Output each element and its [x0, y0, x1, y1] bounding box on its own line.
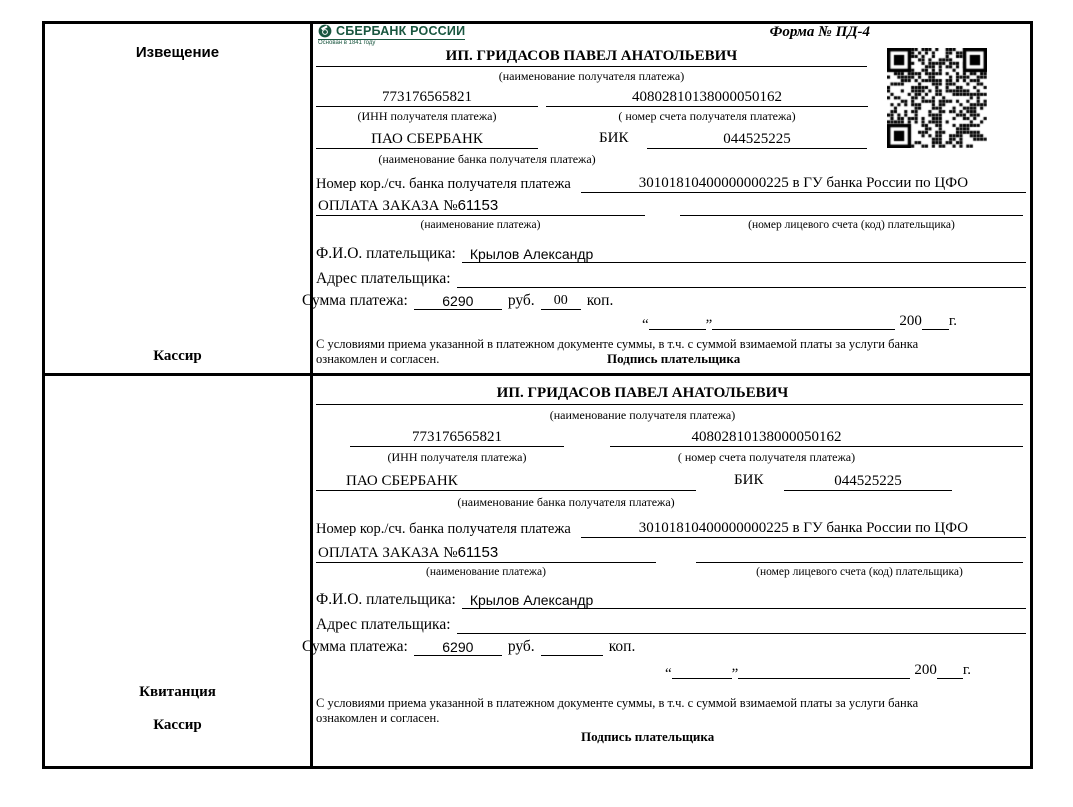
date-year-suffix: г. [948, 313, 958, 329]
date-close-quote: ” [705, 317, 713, 333]
terms-line1-receipt: С условиями приема указанной в платежном документе суммы, в т.ч. с суммой взимаемой платы за услуги банка [316, 696, 919, 710]
personal-account-label-receipt: (номер лицевого счета (код) плательщика) [756, 566, 963, 578]
sberbank-logo [318, 24, 465, 46]
sum-rub-value-receipt: 6290 [414, 639, 502, 656]
account-value-receipt: 40802810138000050162 [610, 428, 1023, 447]
date-row-receipt [665, 662, 1026, 682]
payer-address-row [316, 267, 1026, 288]
notice-form-area [302, 24, 1030, 373]
corr-account-value: 30101810400000000225 в ГУ банка России по ЦФО [581, 175, 1026, 193]
date-open-quote-receipt: “ [665, 666, 672, 682]
payer-address-value-receipt [457, 633, 1026, 634]
payee-name-receipt: ИП. ГРИДАСОВ ПАВЕЛ АНАТОЛЬЕВИЧ [316, 385, 1023, 405]
payment-name-line [316, 197, 645, 216]
payer-fio-value: Крылов Александр [462, 246, 1026, 263]
payment-name-row-receipt [316, 542, 1026, 563]
bik-value: 044525225 [647, 130, 867, 149]
date-day-line-receipt [672, 664, 732, 679]
bik-label: БИК [599, 130, 629, 146]
payment-name-labels-receipt [316, 566, 1026, 581]
date-year-line-receipt [937, 664, 963, 679]
date-century-receipt: 200 [914, 662, 937, 678]
payee-name: ИП. ГРИДАСОВ ПАВЕЛ АНАТОЛЬЕВИЧ [316, 48, 867, 67]
inn-value-receipt: 773176565821 [350, 428, 564, 447]
kop-label-receipt: коп. [608, 638, 636, 655]
sum-caption-receipt: Сумма платежа: [302, 638, 408, 655]
inn-account-labels-receipt [316, 450, 1026, 466]
date-open-quote: “ [642, 317, 649, 333]
sum-row-notice [302, 290, 1026, 310]
bank-bik-row-receipt [316, 469, 1026, 491]
receipt-cashier-label: Кассир [153, 717, 202, 733]
terms-line2-receipt: ознакомлен и согласен. [316, 711, 440, 725]
corr-account-caption-receipt: Номер кор./сч. банка получателя платежа [316, 521, 571, 537]
payment-name-prefix-receipt: ОПЛАТА ЗАКАЗА № [318, 545, 458, 561]
personal-account-line-receipt [696, 548, 1023, 563]
inn-account-row-receipt [316, 425, 1026, 447]
date-row-notice [642, 313, 1026, 333]
payer-fio-caption: Ф.И.О. плательщика: [316, 245, 456, 262]
sum-rub-value: 6290 [414, 293, 502, 310]
account-label-receipt: ( номер счета получателя платежа) [677, 450, 856, 464]
sum-caption: Сумма платежа: [302, 292, 408, 309]
date-year-suffix-receipt: г. [962, 662, 972, 678]
date-year-line [922, 315, 949, 330]
payment-name-labels [316, 219, 1026, 234]
receipt-title: Квитанция [139, 684, 216, 700]
order-number-value-receipt: 61153 [457, 544, 499, 561]
bik-label-receipt: БИК [734, 472, 764, 488]
receipt-stub-cell [45, 376, 313, 766]
payer-address-caption-receipt: Адрес плательщика: [316, 616, 451, 633]
payment-name-row [316, 195, 1026, 216]
personal-account-line [680, 201, 1023, 216]
sum-kop-value-receipt [541, 655, 603, 656]
date-close-quote-receipt: ” [731, 666, 739, 682]
notice-cashier-label: Кассир [153, 348, 202, 364]
payer-fio-caption-receipt: Ф.И.О. плательщика: [316, 591, 456, 608]
sum-row-receipt [302, 636, 1026, 656]
terms-line2-notice [316, 352, 1026, 367]
rub-label-receipt: руб. [507, 638, 535, 655]
payer-address-row-receipt [316, 613, 1026, 634]
bank-name-label: (наименование банка получателя платежа) [378, 152, 596, 166]
account-value: 40802810138000050162 [546, 88, 868, 107]
notice-title: Извещение [135, 44, 220, 61]
payer-address-value [457, 287, 1026, 288]
account-label: ( номер счета получателя платежа) [618, 109, 796, 123]
receipt-form-area [302, 376, 1030, 766]
payment-name-label-receipt: (наименование платежа) [426, 566, 546, 578]
kop-label: коп. [586, 292, 614, 309]
signature-label-receipt: Подпись плательщика [581, 729, 715, 744]
payment-form-pd4 [42, 21, 1033, 769]
payee-name-label-receipt: (наименование получателя платежа) [549, 408, 736, 422]
form-code-label: Форма № ПД-4 [769, 24, 870, 40]
payer-fio-row-receipt [316, 588, 1026, 609]
payment-name-label: (наименование платежа) [420, 219, 541, 231]
order-number-value: 61153 [457, 197, 499, 214]
terms-agree-text: ознакомлен и согласен. [316, 352, 440, 366]
bank-logo-text: СБЕРБАНК РОССИИ [336, 24, 466, 38]
bank-name-value: ПАО СБЕРБАНК [316, 130, 538, 149]
sberbank-logo-icon [318, 24, 332, 38]
bank-name-value-receipt: ПАО СБЕРБАНК [316, 472, 696, 491]
date-month-line [712, 315, 895, 330]
date-day-line [649, 315, 706, 330]
notice-stub-cell [45, 24, 313, 373]
bank-bik-row [316, 127, 1026, 149]
inn-value: 773176565821 [316, 88, 538, 107]
notice-section [45, 24, 1030, 373]
payer-address-caption: Адрес плательщика: [316, 270, 451, 287]
sberbank-logo-top [318, 24, 465, 40]
signature-label-notice: Подпись плательщика [607, 351, 741, 366]
corr-account-row [316, 170, 1026, 193]
payment-name-line-receipt [316, 544, 656, 563]
corr-account-caption: Номер кор./сч. банка получателя платежа [316, 176, 571, 192]
payer-fio-value-receipt: Крылов Александр [462, 592, 1026, 609]
terms-line1-notice: С условиями приема указанной в платежном документе суммы, в т.ч. с суммой взимаемой платы за услуги банка [316, 337, 919, 351]
inn-account-labels [316, 109, 1026, 125]
payer-fio-row [316, 242, 1026, 263]
payment-name-prefix: ОПЛАТА ЗАКАЗА № [318, 198, 458, 214]
notice-header-row [316, 24, 1026, 44]
corr-account-row-receipt [316, 515, 1026, 538]
rub-label: руб. [507, 292, 535, 309]
date-month-line-receipt [738, 664, 910, 679]
bank-name-label-receipt: (наименование банка получателя платежа) [457, 495, 675, 509]
date-century: 200 [899, 313, 922, 329]
bank-logo-tagline: Основан в 1841 году [318, 40, 376, 46]
receipt-section [45, 373, 1030, 766]
personal-account-label: (номер лицевого счета (код) плательщика) [748, 219, 955, 231]
inn-label: (ИНН получателя платежа) [357, 109, 497, 123]
sum-kop-value: 00 [541, 293, 581, 310]
inn-label-receipt: (ИНН получателя платежа) [387, 450, 527, 464]
payee-name-label: (наименование получателя платежа) [498, 69, 685, 83]
inn-account-row [316, 85, 1026, 107]
bik-value-receipt: 044525225 [784, 472, 952, 491]
corr-account-value-receipt: 30101810400000000225 в ГУ банка России по ЦФО [581, 520, 1026, 538]
